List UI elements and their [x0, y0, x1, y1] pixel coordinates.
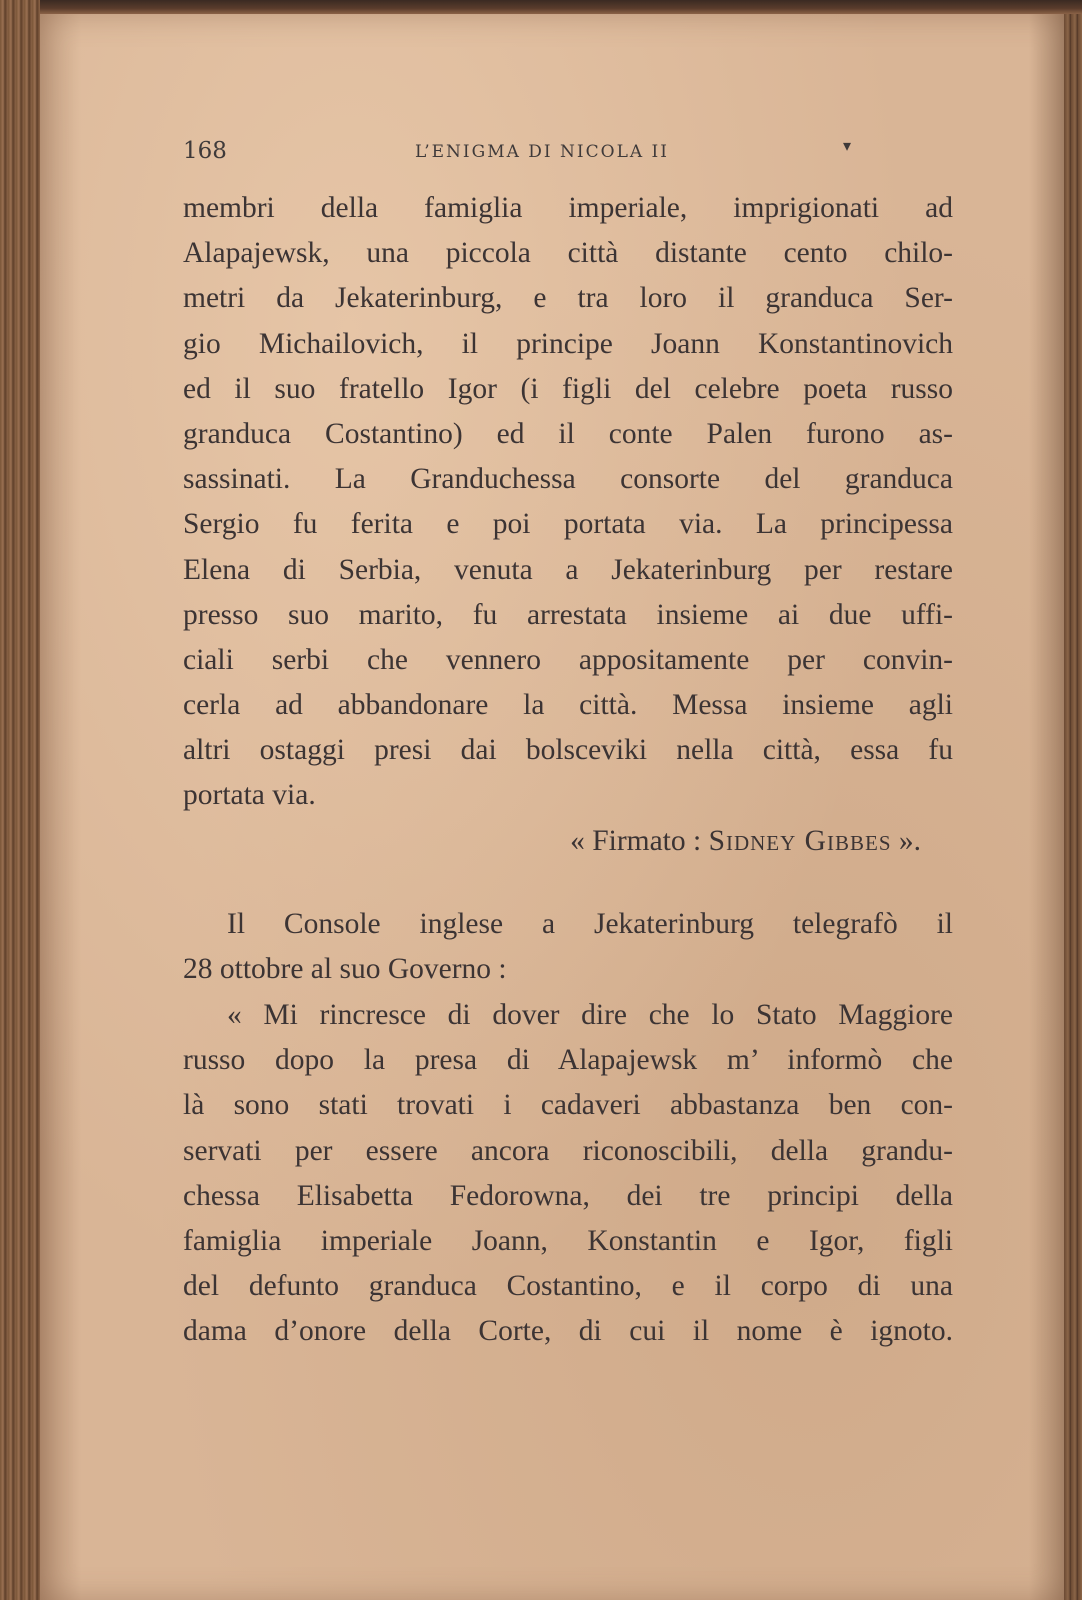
text-line: Alapajewsk, una piccola città distante cento chilo- — [183, 237, 953, 270]
text-line: servati per essere ancora riconoscibili, della grandu- — [183, 1134, 953, 1167]
text-line: altri ostaggi presi dai bolsceviki nella città, essa fu — [183, 734, 953, 767]
text-line: ciali serbi che vennero appositamente per convin- — [183, 643, 953, 676]
text-line: metri da Jekaterinburg, e tra loro il granduca Ser- — [183, 282, 953, 315]
body-paragraph-2 — [183, 902, 953, 992]
text-line: famiglia imperiale Joann, Konstantin e Igor, figli — [183, 1224, 953, 1257]
body-paragraph-3 — [183, 993, 953, 1355]
signature-suffix: ». — [891, 824, 921, 857]
text-line: del defunto granduca Costantino, e il corpo di una — [183, 1270, 953, 1303]
text-line: Il Console inglese a Jekaterinburg telegrafò il — [227, 908, 953, 940]
signature-prefix: « Firmato : — [570, 824, 709, 857]
body-paragraph-1 — [183, 186, 953, 864]
text-line: là sono stati trovati i cadaveri abbastanza ben con- — [183, 1089, 953, 1122]
text-line: Sergio fu ferita e poi portata via. La principessa — [183, 508, 953, 541]
text-line: membri della famiglia imperiale, imprigionati ad — [183, 192, 953, 224]
text-line: ed il suo fratello Igor (i figli del celebre poeta russo — [183, 372, 953, 405]
text-line: sassinati. La Granduchessa consorte del granduca — [183, 463, 953, 496]
book-top-edge — [0, 0, 1082, 14]
running-title: L’ENIGMA DI NICOLA II — [415, 142, 669, 162]
text-line: chessa Elisabetta Fedorowna, dei tre principi della — [183, 1179, 953, 1212]
text-line: presso suo marito, fu arrestata insieme ai due uffi- — [183, 598, 953, 631]
book-left-edge — [0, 0, 40, 1600]
text-line: russo dopo la presa di Alapajewsk m’ informò che — [183, 1044, 953, 1077]
text-line: « Mi rincresce di dover dire che lo Stato Maggiore — [227, 999, 953, 1031]
signature — [183, 819, 953, 864]
page-number: 168 — [183, 138, 227, 164]
header-mark: ▾ — [843, 136, 852, 155]
text-line: 28 ottobre al suo Governo : — [183, 953, 507, 986]
text-line: gio Michailovich, il principe Joann Konstantinovich — [183, 327, 953, 360]
page-header — [183, 138, 883, 174]
text-line: dama d’onore della Corte, di cui il nome è ignoto. — [183, 1315, 953, 1348]
text-line: granduca Costantino) ed il conte Palen furono as- — [183, 417, 953, 450]
signature-name: Sidney Gibbes — [708, 824, 892, 857]
text-line: cerla ad abbandonare la città. Messa insieme agli — [183, 689, 953, 722]
text-line: portata via. — [183, 779, 316, 812]
text-line: Elena di Serbia, venuta a Jekaterinburg per restare — [183, 553, 953, 586]
book-right-edge — [1064, 14, 1082, 1600]
